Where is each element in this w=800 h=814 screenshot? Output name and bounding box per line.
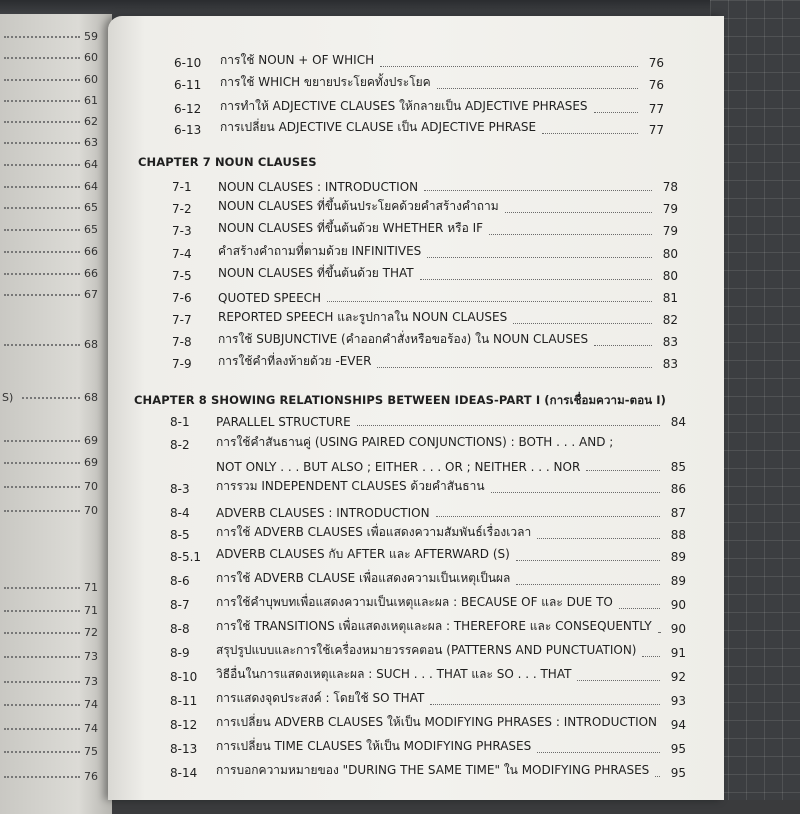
page-number: 76: [648, 56, 664, 70]
toc-page: [108, 16, 724, 800]
dot-leader: [4, 294, 80, 296]
section-title: NOUN CLAUSES ที่ขึ้นต้นประโยคด้วยคำสร้างคำถาม: [218, 199, 499, 213]
dot-leader: [4, 681, 80, 683]
section-number: 8-10: [170, 670, 198, 684]
dot-leader: [4, 510, 80, 512]
section-title: การใช้คำสันธานคู่ (USING PAIRED CONJUNCTIONS) : BOTH . . . AND ;: [216, 435, 614, 449]
dot-leader: [4, 344, 80, 346]
section-title: NOT ONLY . . . BUT ALSO ; EITHER . . . OR ; NEITHER . . . NOR: [216, 460, 581, 474]
section-title: การใช้ NOUN + OF WHICH: [220, 53, 375, 67]
page-number: 87: [670, 506, 686, 520]
dot-leader: [4, 100, 80, 102]
dot-leader: [4, 751, 80, 753]
dot-leader: [4, 142, 80, 144]
section-number: 8-1: [170, 415, 190, 429]
left-page-entry: [0, 288, 104, 304]
dot-leader: [594, 345, 652, 346]
left-page-entry: [0, 180, 104, 196]
page-number: 90: [670, 622, 686, 636]
dot-leader: [513, 323, 652, 324]
dot-leader: [436, 516, 660, 517]
page-number: 93: [670, 694, 686, 708]
toc-entry: [170, 618, 686, 638]
section-number: 6-11: [174, 78, 202, 92]
page-number: 80: [662, 247, 678, 261]
section-number: 8-7: [170, 598, 190, 612]
toc-entry: [170, 478, 686, 498]
dot-leader: [4, 186, 80, 188]
toc-entry: [172, 331, 678, 351]
section-title: คำสร้างคำถามที่ตามด้วย INFINITIVES: [218, 244, 422, 258]
page-number: 77: [648, 123, 664, 137]
toc-entry: [170, 762, 686, 782]
dot-leader: [424, 190, 652, 191]
page-number: 60: [84, 51, 98, 64]
left-page-entry: [0, 650, 104, 666]
section-number: 8-11: [170, 694, 198, 708]
left-page: [0, 14, 112, 814]
toc-entry: [170, 714, 686, 734]
left-page-entry: [0, 30, 104, 46]
section-number: 7-6: [172, 291, 192, 305]
left-page-entry: [0, 770, 104, 786]
left-page-entry: [0, 698, 104, 714]
section-title: การใช้คำบุพบทเพื่อแสดงความเป็นเหตุและผล : BECAUSE OF และ DUE TO: [216, 595, 613, 609]
left-page-entry: [0, 223, 104, 239]
dot-leader: [4, 273, 80, 275]
left-page-entry: [0, 434, 104, 450]
section-title: การใช้ TRANSITIONS เพื่อแสดงเหตุและผล : THEREFORE และ CONSEQUENTLY: [216, 619, 652, 633]
page-number: 71: [84, 604, 98, 617]
dot-leader: [505, 212, 652, 213]
page-number: 83: [662, 335, 678, 349]
page-number: 65: [84, 223, 98, 236]
dot-leader: [4, 57, 80, 59]
left-page-entry: [0, 267, 104, 283]
section-title: การเปลี่ยน ADJECTIVE CLAUSE เป็น ADJECTIVE PHRASE: [220, 120, 537, 134]
dot-leader: [4, 462, 80, 464]
dot-leader: [537, 752, 660, 753]
page-number: 64: [84, 180, 98, 193]
left-page-entry: [0, 158, 104, 174]
page-number: 59: [84, 30, 98, 43]
page-number: 61: [84, 94, 98, 107]
section-title: การใช้ WHICH ขยายประโยคทั้งประโยค: [220, 75, 431, 89]
page-number: 90: [670, 598, 686, 612]
toc-entry: [170, 524, 686, 544]
dot-leader: [4, 79, 80, 81]
left-page-entry: [0, 338, 104, 354]
page-number: 66: [84, 267, 98, 280]
toc-entry: [172, 309, 678, 329]
dot-leader: [4, 36, 80, 38]
dot-leader: [658, 632, 660, 633]
section-title: สรุปรูปแบบและการใช้เครื่องหมายวรรคตอน (PATTERNS AND PUNCTUATION): [216, 643, 637, 657]
section-number: 8-2: [170, 438, 190, 452]
dot-leader: [4, 229, 80, 231]
dot-leader: [427, 257, 652, 258]
dot-leader: [516, 584, 660, 585]
section-title: ADVERB CLAUSES : INTRODUCTION: [216, 506, 430, 520]
page-number: 64: [84, 158, 98, 171]
toc-entry: [170, 666, 686, 686]
dot-leader: [586, 470, 660, 471]
page-number: 69: [84, 434, 98, 447]
page-number: 91: [670, 646, 686, 660]
dot-leader: [619, 608, 660, 609]
dot-leader: [377, 367, 652, 368]
section-title: ADVERB CLAUSES กับ AFTER และ AFTERWARD (S): [216, 547, 510, 561]
page-number: 89: [670, 574, 686, 588]
dot-leader: [4, 610, 80, 612]
page-number: 65: [84, 201, 98, 214]
section-number: 7-1: [172, 180, 192, 194]
left-page-entry: [0, 604, 104, 620]
toc-entry: [170, 570, 686, 590]
toc-entry: [172, 287, 678, 307]
dot-leader: [491, 492, 660, 493]
left-page-entry: [0, 51, 104, 67]
left-page-entry: [0, 722, 104, 738]
section-number: 6-13: [174, 123, 202, 137]
dot-leader: [22, 397, 80, 399]
section-number: 8-5: [170, 528, 190, 542]
dot-leader: [516, 560, 660, 561]
toc-entry: [174, 52, 664, 72]
page-number: 72: [84, 626, 98, 639]
toc-entry: [170, 642, 686, 662]
section-title: การรวม INDEPENDENT CLAUSES ด้วยคำสันธาน: [216, 479, 485, 493]
section-title: การบอกความหมายของ "DURING THE SAME TIME" ใน MODIFYING PHRASES: [216, 763, 650, 777]
left-page-entry: [0, 626, 104, 642]
toc-entry: [174, 98, 664, 118]
section-number: 7-4: [172, 247, 192, 261]
page-number: 68: [84, 338, 98, 351]
dot-leader: [4, 587, 80, 589]
page-number: 88: [670, 528, 686, 542]
toc-entry: [172, 353, 678, 373]
page-number: 86: [670, 482, 686, 496]
section-number: 8-9: [170, 646, 190, 660]
section-number: 7-7: [172, 313, 192, 327]
page-number: 77: [648, 102, 664, 116]
section-title: REPORTED SPEECH และรูปกาลใน NOUN CLAUSES: [218, 310, 508, 324]
page-number: 73: [84, 650, 98, 663]
toc-entry: [174, 119, 664, 139]
section-number: 7-9: [172, 357, 192, 371]
section-title: NOUN CLAUSES ที่ขึ้นต้นด้วย THAT: [218, 266, 414, 280]
toc-entry: [170, 594, 686, 614]
dot-leader: [4, 251, 80, 253]
page-number: 68: [84, 391, 98, 404]
dot-leader: [437, 88, 638, 89]
dot-leader: [642, 656, 660, 657]
dot-leader: [489, 234, 652, 235]
dot-leader: [4, 207, 80, 209]
left-page-entry: [0, 391, 104, 407]
dot-leader: [4, 486, 80, 488]
dot-leader: [4, 121, 80, 123]
section-number: 8-6: [170, 574, 190, 588]
page-number: 83: [662, 357, 678, 371]
page-number: 85: [670, 460, 686, 474]
dot-leader: [4, 776, 80, 778]
chapter-7-title: CHAPTER 7 NOUN CLAUSES: [138, 155, 317, 169]
section-number: 8-4: [170, 506, 190, 520]
page-number: 75: [84, 745, 98, 758]
page-number: 95: [670, 766, 686, 780]
dot-leader: [4, 704, 80, 706]
toc-entry: [170, 690, 686, 710]
page-number: 79: [662, 224, 678, 238]
dot-leader: [430, 704, 660, 705]
toc-entry: [172, 265, 678, 285]
section-number: 6-10: [174, 56, 202, 70]
toc-entry: [170, 502, 686, 522]
section-title: การใช้คำที่ลงท้ายด้วย -EVER: [218, 354, 372, 368]
left-page-entry: [0, 94, 104, 110]
left-page-entry: [0, 745, 104, 761]
left-page-entry: [0, 136, 104, 152]
page-number: 92: [670, 670, 686, 684]
section-number: 7-2: [172, 202, 192, 216]
left-page-entry: [0, 581, 104, 597]
section-title: การใช้ SUBJUNCTIVE (คำออกคำสั่งหรือขอร้อง) ใน NOUN CLAUSES: [218, 332, 589, 346]
page-number: 79: [662, 202, 678, 216]
left-page-entry: [0, 73, 104, 89]
section-number: 8-3: [170, 482, 190, 496]
section-number: 8-12: [170, 718, 198, 732]
page-number: 63: [84, 136, 98, 149]
toc-entry: [170, 738, 686, 758]
section-title: การแสดงจุดประสงค์ : โดยใช้ SO THAT: [216, 691, 425, 705]
dot-leader: [4, 632, 80, 634]
page-number: 84: [670, 415, 686, 429]
page-number: 94: [670, 718, 686, 732]
page-number: 80: [662, 269, 678, 283]
page-number: 76: [648, 78, 664, 92]
page-number: 70: [84, 480, 98, 493]
section-title: การเปลี่ยน TIME CLAUSES ให้เป็น MODIFYING PHRASES: [216, 739, 532, 753]
section-title: NOUN CLAUSES : INTRODUCTION: [218, 180, 419, 194]
dot-leader: [357, 425, 660, 426]
dot-leader: [380, 66, 638, 67]
dot-leader: [655, 776, 660, 777]
left-page-entry: [0, 480, 104, 496]
page-number: 69: [84, 456, 98, 469]
page-number: 74: [84, 698, 98, 711]
page-number: 81: [662, 291, 678, 305]
section-number: 6-12: [174, 102, 202, 116]
section-number: 8-13: [170, 742, 198, 756]
dot-leader: [577, 680, 660, 681]
page-number: 62: [84, 115, 98, 128]
page-number: 66: [84, 245, 98, 258]
dot-leader: [420, 279, 652, 280]
section-number: 8-14: [170, 766, 198, 780]
dot-leader: [542, 133, 638, 134]
dot-leader: [4, 164, 80, 166]
section-title: การใช้ ADVERB CLAUSES เพื่อแสดงความสัมพันธ์เรื่องเวลา: [216, 525, 532, 539]
toc-entry: [172, 220, 678, 240]
toc-entry: [174, 74, 664, 94]
left-page-entry: [0, 115, 104, 131]
left-page-entry: [0, 504, 104, 520]
section-number: 7-8: [172, 335, 192, 349]
toc-entry: [172, 176, 678, 196]
left-page-entry: [0, 456, 104, 472]
dot-leader: [537, 538, 660, 539]
dot-leader: [4, 728, 80, 730]
section-title: PARALLEL STRUCTURE: [216, 415, 351, 429]
section-number: 8-5.1: [170, 550, 202, 564]
page-number: 82: [662, 313, 678, 327]
section-number: 7-3: [172, 224, 192, 238]
left-page-entry: [0, 245, 104, 261]
dot-leader: [4, 656, 80, 658]
section-title: NOUN CLAUSES ที่ขึ้นต้นด้วย WHETHER หรือ IF: [218, 221, 484, 235]
toc-entry: [170, 546, 686, 566]
page-number: 78: [662, 180, 678, 194]
toc-entry: [170, 434, 686, 454]
section-title: QUOTED SPEECH: [218, 291, 322, 305]
toc-entry: [172, 243, 678, 263]
page-number: 76: [84, 770, 98, 783]
left-page-text-fragment: S): [2, 391, 14, 404]
page-number: 60: [84, 73, 98, 86]
page-number: 70: [84, 504, 98, 517]
section-number: 7-5: [172, 269, 192, 283]
section-number: 8-8: [170, 622, 190, 636]
page-number: 74: [84, 722, 98, 735]
chapter-8-title: CHAPTER 8 SHOWING RELATIONSHIPS BETWEEN IDEAS-PART I (การเชื่อมความ-ตอน I): [134, 393, 667, 407]
left-page-entry: [0, 201, 104, 217]
toc-entry: [170, 411, 686, 431]
dot-leader: [594, 112, 638, 113]
section-title: การใช้ ADVERB CLAUSE เพื่อแสดงความเป็นเหตุเป็นผล: [216, 571, 511, 585]
left-page-entry: [0, 675, 104, 691]
page-number: 95: [670, 742, 686, 756]
page-number: 73: [84, 675, 98, 688]
page-number: 67: [84, 288, 98, 301]
dot-leader: [4, 440, 80, 442]
toc-entry: [170, 456, 686, 476]
section-title: การเปลี่ยน ADVERB CLAUSES ให้เป็น MODIFYING PHRASES : INTRODUCTION: [216, 715, 658, 729]
section-title: การทำให้ ADJECTIVE CLAUSES ให้กลายเป็น ADJECTIVE PHRASES: [220, 99, 588, 113]
dot-leader: [327, 301, 652, 302]
page-number: 71: [84, 581, 98, 594]
page-number: 89: [670, 550, 686, 564]
toc-entry: [172, 198, 678, 218]
section-title: วิธีอื่นในการแสดงเหตุและผล : SUCH . . . THAT และ SO . . . THAT: [216, 667, 572, 681]
